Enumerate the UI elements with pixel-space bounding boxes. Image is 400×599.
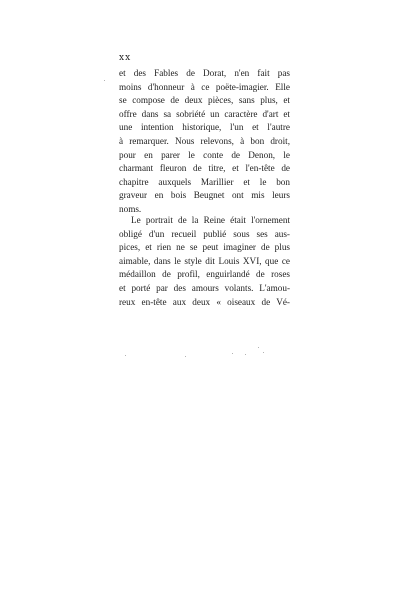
text-line: Le portrait de la Reine était l'ornement — [131, 215, 290, 225]
text-line: charmant fleuron de titre, et l'en-tête de — [119, 163, 290, 174]
scan-speck — [232, 353, 233, 354]
text-line: pour en parer le conte de Denon, le — [119, 149, 290, 160]
scan-speck — [258, 347, 259, 348]
text-line: aimable, dans le style dit Louis XVI, que ce — [119, 255, 290, 266]
text-line: chapitre auxquels Marillier et le bon — [119, 176, 290, 187]
text-line: à remarquer. Nous relevons, à bon droit, — [119, 135, 290, 146]
text-line: noms. — [119, 203, 142, 214]
text-line: une intention historique, l'un et l'autre — [119, 122, 290, 133]
text-line: moins d'honneur à ce poëte-imagier. Elle — [119, 81, 290, 92]
page-number: xx — [119, 53, 132, 63]
scan-speck — [263, 352, 264, 353]
paragraph-1 — [119, 67, 290, 217]
text-line: obligé d'un recueil publié sous ses aus- — [119, 228, 290, 239]
text-line: médaillon de profil, enguirlandé de roses — [119, 269, 290, 280]
text-line: reux en-tête aux deux « oiseaux de Vé- — [119, 296, 290, 307]
scan-speck — [104, 80, 105, 81]
scan-speck — [185, 356, 186, 357]
paragraph-2 — [119, 214, 290, 309]
text-line: graveur en bois Beugnet ont mis leurs — [119, 190, 290, 201]
scan-speck — [245, 354, 246, 355]
text-line: offre dans sa sobriété un caractère d'art et — [119, 108, 290, 119]
text-line: se compose de deux pièces, sans plus, et — [119, 95, 290, 106]
scan-speck — [125, 355, 126, 356]
text-line: pices, et rien ne se peut imaginer de plus — [119, 242, 290, 253]
text-line: et porté par des amours volants. L'amou- — [119, 282, 290, 293]
text-line: et des Fables de Dorat, n'en fait pas — [119, 68, 290, 78]
